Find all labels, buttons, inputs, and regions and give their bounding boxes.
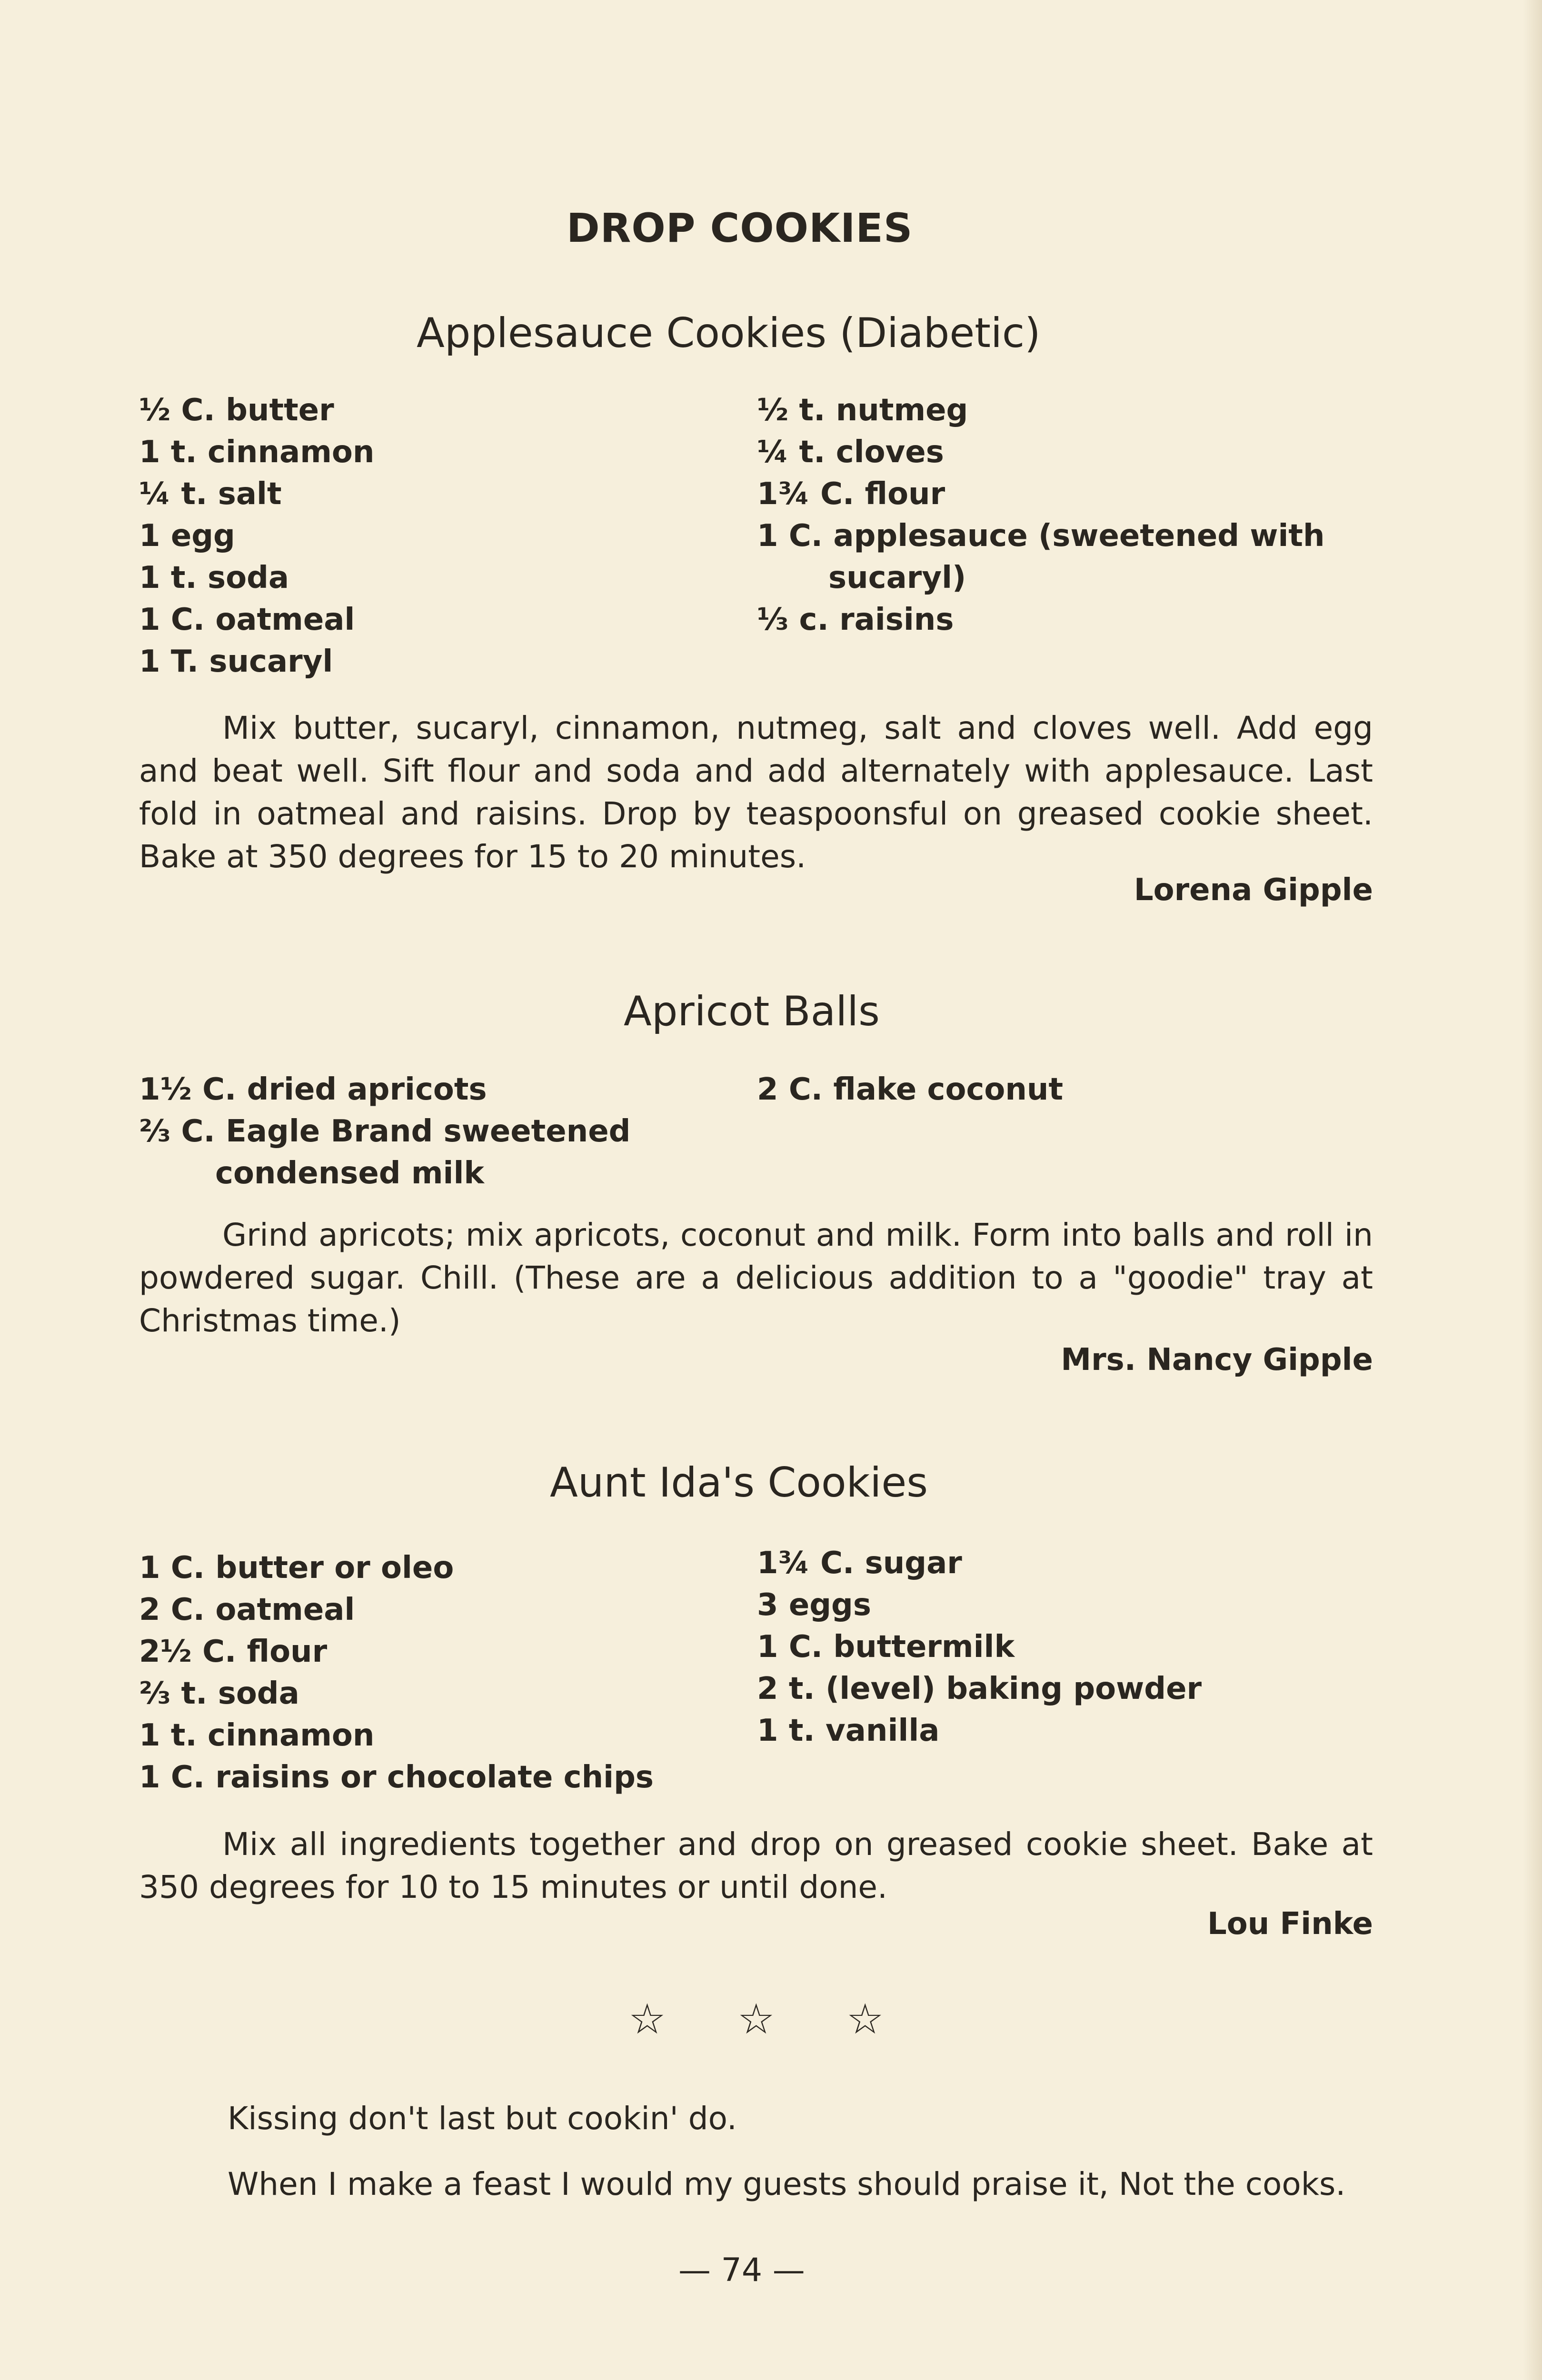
ingredient: 3 eggs — [757, 1587, 871, 1623]
ingredient: 1 C. raisins or chocolate chips — [139, 1760, 654, 1795]
ingredient: 1 C. buttermilk — [757, 1629, 1015, 1665]
directions-apricot: Grind apricots; mix apricots, coconut and milk. Form into balls and roll in powdered sugar. Chill. (These are a delicious addition to a "goodie" tray at Christmas time.) — [139, 1217, 1373, 1339]
ingredient: ⅔ t. soda — [139, 1676, 299, 1711]
ingredient: ⅓ c. raisins — [757, 602, 954, 637]
ingredient: 1 T. sucaryl — [139, 644, 333, 679]
ingredient: 1 t. cinnamon — [139, 1718, 375, 1753]
ingredient: 1 C. butter or oleo — [139, 1550, 454, 1586]
ingredients-right-apricot — [757, 1069, 1063, 1111]
ingredient: 1 t. vanilla — [757, 1713, 940, 1748]
ingredient: ¼ t. cloves — [757, 435, 944, 470]
ingredient: ⅔ C. Eagle Brand sweetened — [139, 1114, 631, 1149]
ingredient: 2½ C. flour — [139, 1634, 328, 1669]
star-divider — [628, 1994, 884, 2043]
ingredient: condensed milk — [215, 1156, 484, 1191]
page-number: — 74 — — [678, 2251, 805, 2289]
ingredient: 1 t. cinnamon — [139, 435, 375, 470]
ingredient: 2 C. flake coconut — [757, 1072, 1064, 1107]
star-icon: ☆ — [737, 1994, 775, 2043]
ingredient: ¼ t. salt — [139, 476, 282, 512]
ingredients-left-apricot — [139, 1069, 630, 1194]
ingredients-left-applesauce — [139, 389, 374, 683]
ingredient: 1 egg — [139, 518, 235, 554]
directions-applesauce: Mix butter, sucaryl, cinnamon, nutmeg, salt and cloves well. Add egg and beat well. Sift flour and soda and add alternately with applesauce. Last fold in oatmeal and raisins. Drop by teaspoonsful on greased cookie sheet. Bake at 350 degrees for 15 to 20 minutes. — [139, 710, 1373, 875]
star-icon: ☆ — [846, 1994, 884, 2043]
ingredient: ½ t. nutmeg — [757, 393, 968, 428]
recipe-title-aunt-idas-cookies: Aunt Ida's Cookies — [550, 1459, 928, 1507]
directions-aunt-ida: Mix all ingredients together and drop on greased cookie sheet. Bake at 350 degrees for 10 to 15 minutes or until done. — [139, 1826, 1373, 1905]
page-edge-shadow — [1523, 0, 1542, 2380]
ingredients-right-applesauce — [757, 389, 1325, 641]
ingredient: 1¾ C. sugar — [757, 1546, 962, 1581]
author-applesauce: Lorena Gipple — [1134, 873, 1373, 908]
ingredient: 1 C. applesauce (sweetened with — [757, 518, 1325, 554]
ingredient: 2 t. (level) baking powder — [757, 1671, 1202, 1706]
ingredient: 2 C. oatmeal — [139, 1592, 355, 1627]
author-apricot: Mrs. Nancy Gipple — [1061, 1342, 1373, 1378]
ingredients-right-aunt-ida — [757, 1542, 1202, 1752]
recipe-title-applesauce-cookies: Applesauce Cookies (Diabetic) — [417, 309, 1041, 357]
ingredient: ½ C. butter — [139, 393, 334, 428]
ingredient: 1 t. soda — [139, 560, 289, 595]
section-title: DROP COOKIES — [567, 205, 913, 251]
quote-feast: When I make a feast I would my guests should praise it, Not the cooks. — [228, 2166, 1346, 2202]
ingredients-left-aunt-ida — [139, 1547, 654, 1798]
ingredient: sucaryl) — [828, 560, 966, 595]
recipe-title-apricot-balls: Apricot Balls — [624, 988, 880, 1035]
ingredient: 1¾ C. flour — [757, 476, 945, 512]
star-icon: ☆ — [628, 1994, 666, 2043]
quote-kissing: Kissing don't last but cookin' do. — [228, 2100, 737, 2137]
author-aunt-ida: Lou Finke — [1207, 1906, 1373, 1942]
ingredient: 1 C. oatmeal — [139, 602, 355, 637]
ingredient: 1½ C. dried apricots — [139, 1072, 487, 1107]
